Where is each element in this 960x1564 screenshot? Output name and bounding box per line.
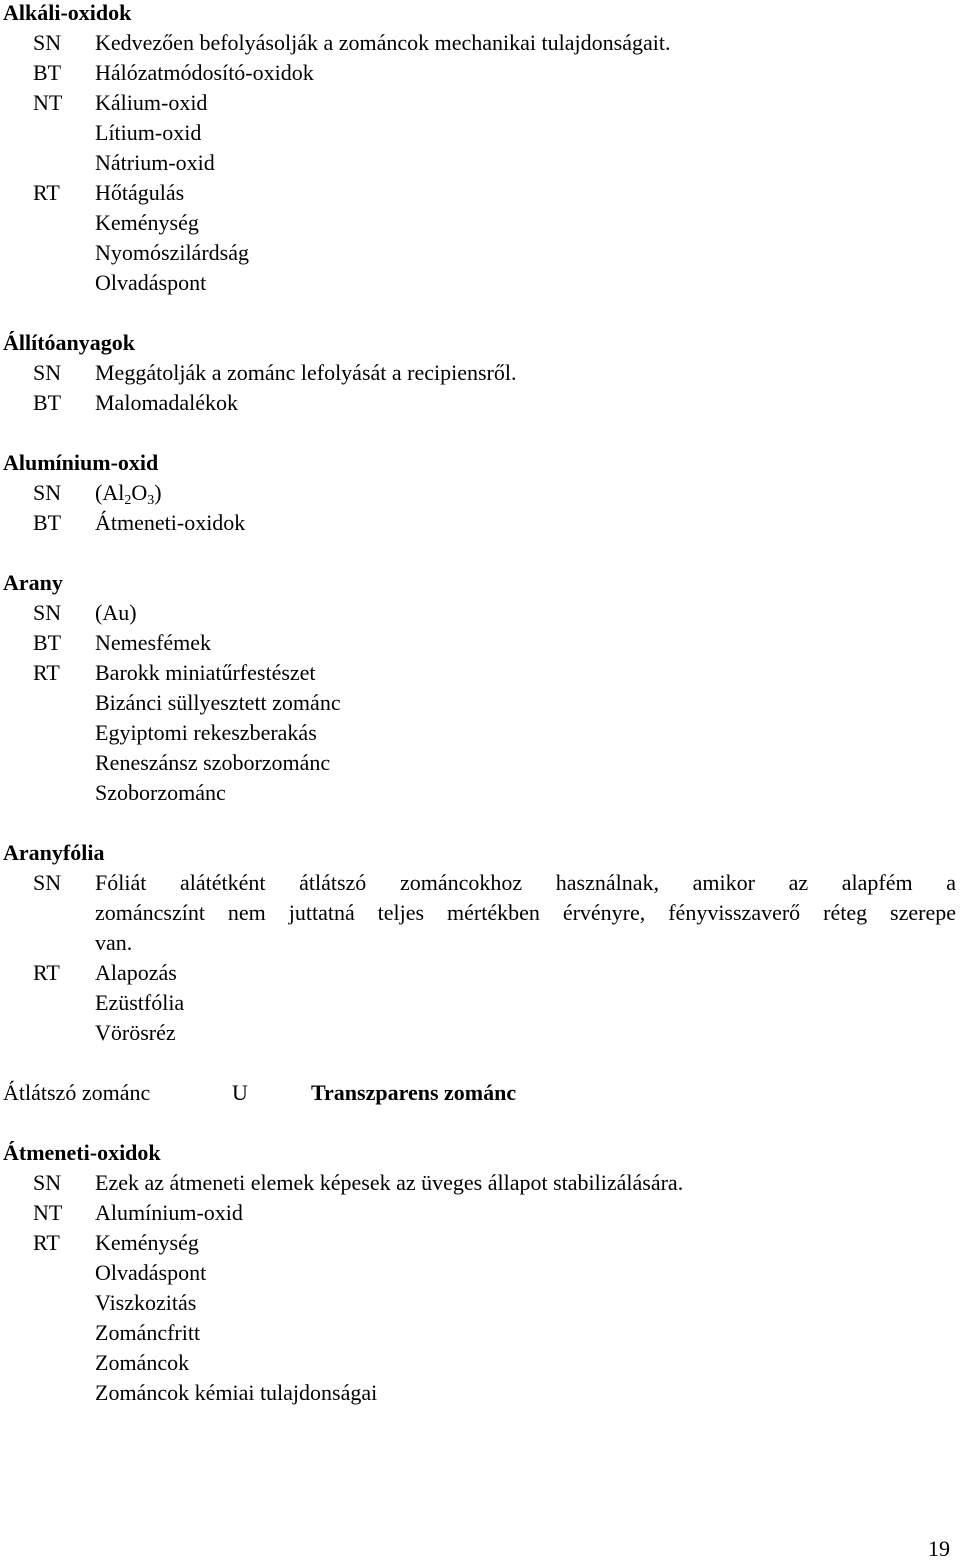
narrower-term: Nátrium-oxid xyxy=(95,150,215,175)
related-term: Zománcok xyxy=(95,1350,190,1375)
page-number: 19 xyxy=(928,1536,950,1561)
related-term-row xyxy=(0,658,960,688)
scope-note-row xyxy=(0,1168,960,1198)
related-term-row xyxy=(0,268,960,298)
related-term-row xyxy=(0,718,960,748)
use-code: U xyxy=(232,1080,248,1105)
sn-code: SN xyxy=(33,480,62,505)
sn-code: SN xyxy=(33,600,62,625)
related-term-row xyxy=(0,1378,960,1408)
bt-code: BT xyxy=(33,630,62,655)
rt-code: RT xyxy=(33,960,60,985)
scope-note-text: Kedvezően befolyásolják a zománcok mechanikai tulajdonságait. xyxy=(95,30,671,55)
scope-note-row xyxy=(0,478,960,508)
chemical-formula xyxy=(95,478,162,508)
narrower-term: Lítium-oxid xyxy=(95,120,202,145)
scope-note-text: Meggátolják a zománc lefolyását a recipiensről. xyxy=(95,360,517,385)
related-term: Bizánci süllyesztett zománc xyxy=(95,690,341,715)
use-reference-row xyxy=(0,1078,960,1108)
narrower-term: Kálium-oxid xyxy=(95,90,208,115)
narrower-term-row xyxy=(0,1198,960,1228)
scope-note-text: Fóliát alátétként átlátszó zománcokhoz használnak, amikor az alapfém a xyxy=(95,870,956,895)
entry-heading: Alkáli-oxidok xyxy=(3,0,132,25)
narrower-term-row xyxy=(0,118,960,148)
related-term: Keménység xyxy=(95,210,199,235)
preferred-term: Transzparens zománc xyxy=(311,1080,517,1105)
related-term: Keménység xyxy=(95,1230,199,1255)
broader-term-row xyxy=(0,628,960,658)
sn-code: SN xyxy=(33,1170,62,1195)
related-term: Hőtágulás xyxy=(95,180,185,205)
related-term-row xyxy=(0,748,960,778)
rt-code: RT xyxy=(33,1230,60,1255)
related-term-row xyxy=(0,178,960,208)
related-term-row xyxy=(0,238,960,268)
formula-subscript: 3 xyxy=(147,493,155,508)
formula-subscript: 2 xyxy=(124,493,132,508)
broader-term: Átmeneti-oxidok xyxy=(95,510,246,535)
related-term: Egyiptomi rekeszberakás xyxy=(95,720,317,745)
related-term-row xyxy=(0,1288,960,1318)
related-term: Nyomószilárdság xyxy=(95,240,249,265)
entry-heading: Alumínium-oxid xyxy=(3,450,159,475)
rt-code: RT xyxy=(33,180,60,205)
narrower-term-row xyxy=(0,88,960,118)
entry-heading: Arany xyxy=(3,570,63,595)
scope-note-row xyxy=(0,868,960,898)
related-term-row xyxy=(0,778,960,808)
scope-note-row xyxy=(0,358,960,388)
formula-open: (Al xyxy=(95,480,125,505)
nt-code: NT xyxy=(33,1200,63,1225)
related-term: Vörösréz xyxy=(95,1020,176,1045)
related-term-row xyxy=(0,1348,960,1378)
bt-code: BT xyxy=(33,510,62,535)
related-term-row xyxy=(0,1018,960,1048)
related-term: Reneszánsz szoborzománc xyxy=(95,750,331,775)
entry-heading: Állítóanyagok xyxy=(3,330,136,355)
related-term: Zománcfritt xyxy=(95,1320,201,1345)
broader-term-row xyxy=(0,388,960,418)
scope-note-text: zománcszínt nem juttatná teljes mértékben érvényre, fényvisszaverő réteg szerepe xyxy=(95,900,956,925)
scope-note-text: van. xyxy=(95,930,133,955)
formula-element: O xyxy=(131,480,148,505)
related-term-row xyxy=(0,1318,960,1348)
related-term-row xyxy=(0,208,960,238)
related-term-row xyxy=(0,1258,960,1288)
non-preferred-term: Átlátszó zománc xyxy=(3,1080,151,1105)
entry-heading: Aranyfólia xyxy=(3,840,105,865)
related-term: Olvadáspont xyxy=(95,1260,207,1285)
broader-term: Nemesfémek xyxy=(95,630,212,655)
related-term: Zománcok kémiai tulajdonságai xyxy=(95,1380,378,1405)
scope-note-row xyxy=(0,28,960,58)
related-term-row xyxy=(0,1228,960,1258)
sn-code: SN xyxy=(33,360,62,385)
broader-term-row xyxy=(0,58,960,88)
scope-note-text: (Au) xyxy=(95,600,137,625)
sn-code: SN xyxy=(33,870,62,895)
broader-term-row xyxy=(0,508,960,538)
broader-term: Hálózatmódosító-oxidok xyxy=(95,60,314,85)
bt-code: BT xyxy=(33,390,62,415)
sn-code: SN xyxy=(33,30,62,55)
related-term-row xyxy=(0,958,960,988)
related-term: Szoborzománc xyxy=(95,780,226,805)
narrower-term-row xyxy=(0,148,960,178)
scope-note-row xyxy=(0,898,960,928)
related-term: Barokk miniatűrfestészet xyxy=(95,660,316,685)
scope-note-row xyxy=(0,598,960,628)
scope-note-text: Ezek az átmeneti elemek képesek az üveges állapot stabilizálására. xyxy=(95,1170,684,1195)
rt-code: RT xyxy=(33,660,60,685)
related-term: Ezüstfólia xyxy=(95,990,185,1015)
broader-term: Malomadalékok xyxy=(95,390,238,415)
entry-heading: Átmeneti-oxidok xyxy=(3,1140,161,1165)
formula-close: ) xyxy=(154,480,162,505)
nt-code: NT xyxy=(33,90,63,115)
related-term-row xyxy=(0,988,960,1018)
related-term: Olvadáspont xyxy=(95,270,207,295)
scope-note-row xyxy=(0,928,960,958)
related-term: Alapozás xyxy=(95,960,177,985)
bt-code: BT xyxy=(33,60,62,85)
related-term: Viszkozitás xyxy=(95,1290,197,1315)
narrower-term: Alumínium-oxid xyxy=(95,1200,243,1225)
related-term-row xyxy=(0,688,960,718)
